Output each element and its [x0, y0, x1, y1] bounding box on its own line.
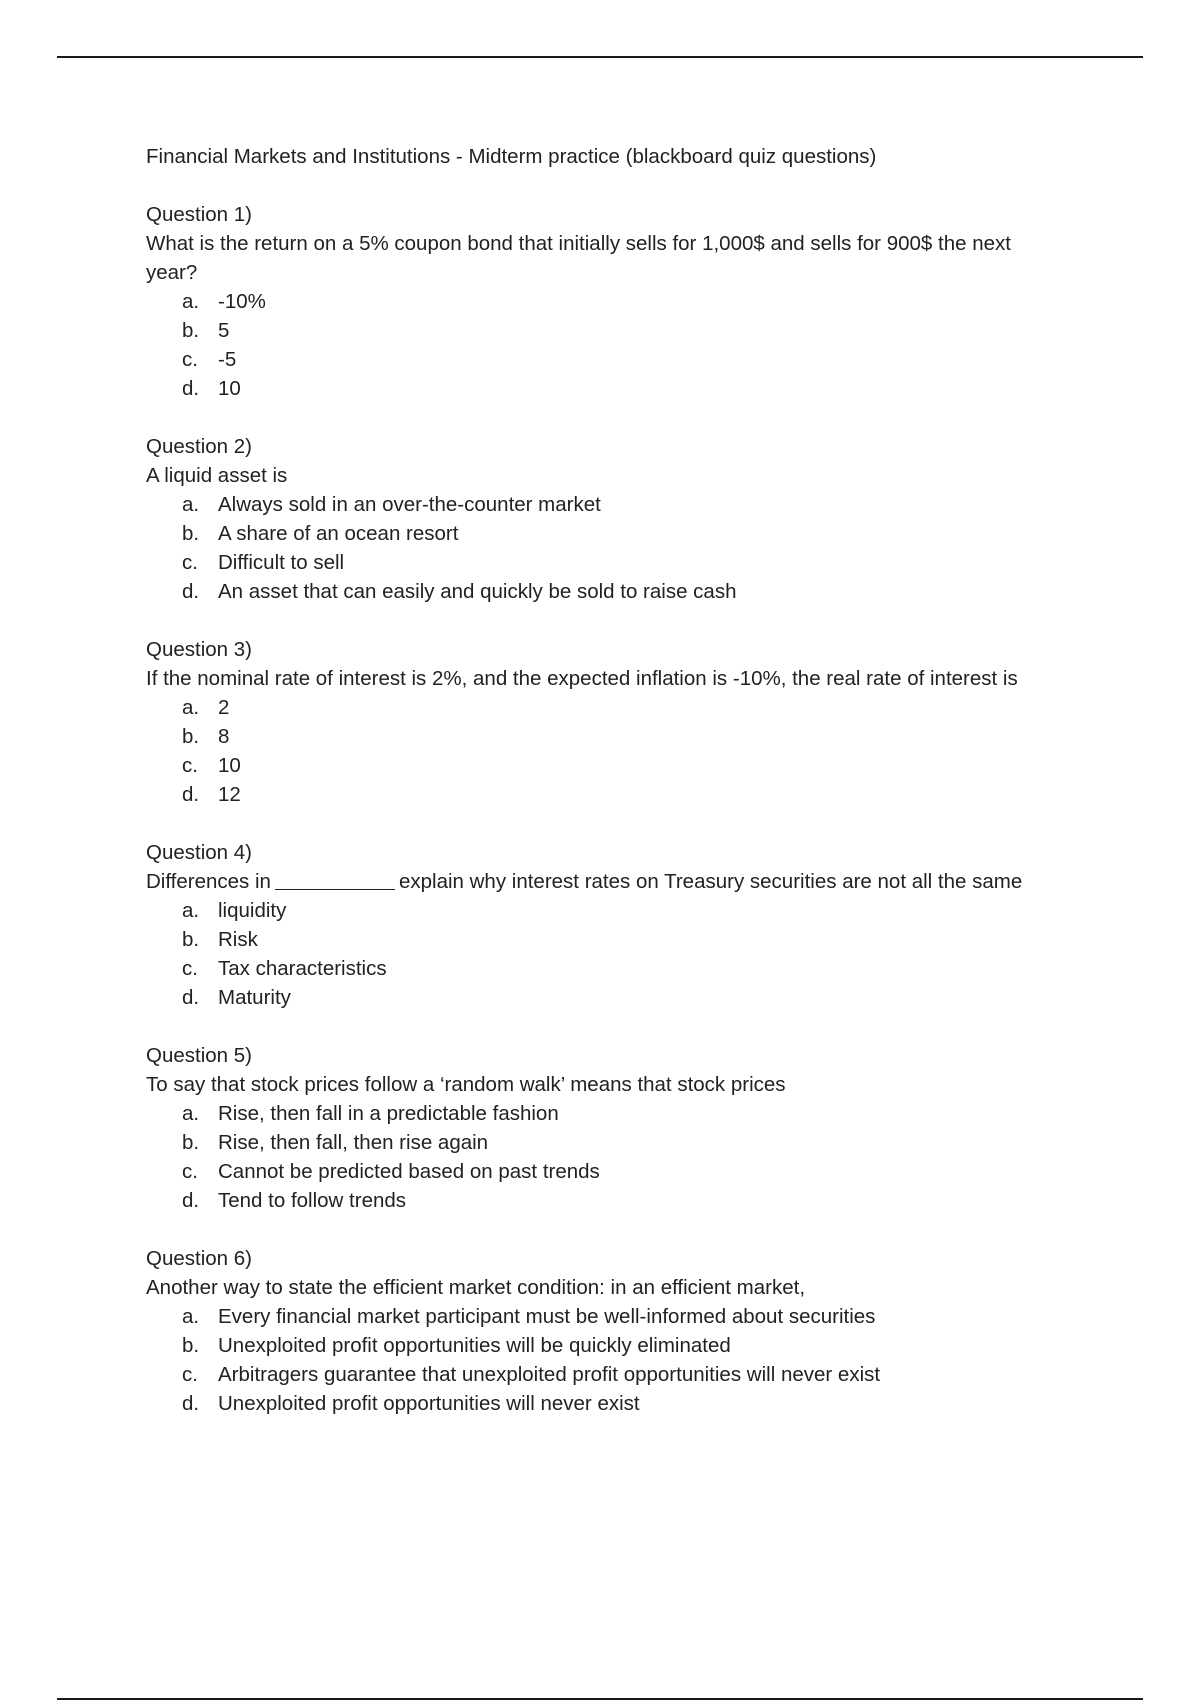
option-c — [182, 345, 1046, 374]
option-text: Risk — [218, 928, 258, 951]
option-text: -10% — [218, 290, 266, 313]
option-a — [182, 1302, 1046, 1331]
question-text: A liquid asset is — [146, 464, 288, 487]
question-4 — [146, 838, 1046, 1012]
options-list — [146, 693, 1046, 809]
question-label: Question 5) — [146, 1044, 252, 1067]
option-c — [182, 954, 1046, 983]
question-label: Question 1) — [146, 203, 252, 226]
question-2 — [146, 432, 1046, 606]
option-letter: b. — [182, 725, 200, 748]
option-b — [182, 316, 1046, 345]
option-text: Maturity — [218, 986, 291, 1009]
options-list — [146, 1302, 1046, 1418]
option-text: 2 — [218, 696, 230, 719]
option-b — [182, 722, 1046, 751]
option-a — [182, 287, 1046, 316]
options-list — [146, 1099, 1046, 1215]
option-letter: c. — [182, 348, 198, 371]
option-b — [182, 1128, 1046, 1157]
option-text: 5 — [218, 319, 230, 342]
option-letter: d. — [182, 377, 200, 400]
question-label: Question 6) — [146, 1247, 252, 1270]
option-c — [182, 1157, 1046, 1186]
option-text: 12 — [218, 783, 241, 806]
option-letter: d. — [182, 1392, 200, 1415]
option-a — [182, 1099, 1046, 1128]
option-text: Rise, then fall in a predictable fashion — [218, 1102, 559, 1125]
option-text: A share of an ocean resort — [218, 522, 459, 545]
question-label: Question 4) — [146, 841, 252, 864]
option-letter: c. — [182, 754, 198, 777]
question-text: What is the return on a 5% coupon bond that initially sells for 1,000$ and sells for 900$ the next year? — [146, 232, 1011, 284]
question-label: Question 3) — [146, 638, 252, 661]
question-text: Another way to state the efficient market condition: in an efficient market, — [146, 1276, 806, 1299]
option-a — [182, 896, 1046, 925]
option-letter: a. — [182, 493, 200, 516]
question-label: Question 2) — [146, 435, 252, 458]
option-text: Tend to follow trends — [218, 1189, 407, 1212]
option-text: liquidity — [218, 899, 287, 922]
option-text: Rise, then fall, then rise again — [218, 1131, 489, 1154]
option-letter: b. — [182, 522, 200, 545]
options-list — [146, 490, 1046, 606]
options-list — [146, 287, 1046, 403]
options-list — [146, 896, 1046, 1012]
option-c — [182, 1360, 1046, 1389]
option-b — [182, 1331, 1046, 1360]
option-letter: a. — [182, 1305, 200, 1328]
question-3 — [146, 635, 1046, 809]
question-6 — [146, 1244, 1046, 1418]
option-d — [182, 983, 1046, 1012]
option-b — [182, 519, 1046, 548]
question-text: If the nominal rate of interest is 2%, and the expected inflation is -10%, the real rate of interest is — [146, 667, 1018, 690]
question-5 — [146, 1041, 1046, 1215]
option-text: 10 — [218, 377, 241, 400]
option-text: 10 — [218, 754, 241, 777]
option-letter: a. — [182, 290, 200, 313]
option-text: -5 — [218, 348, 237, 371]
option-letter: d. — [182, 1189, 200, 1212]
option-text: Always sold in an over-the-counter market — [218, 493, 601, 516]
option-text: Every financial market participant must be well-informed about securities — [218, 1305, 876, 1328]
option-d — [182, 1389, 1046, 1418]
option-text: Unexploited profit opportunities will be quickly eliminated — [218, 1334, 731, 1357]
fill-in-blank — [275, 869, 395, 890]
option-text: Unexploited profit opportunities will never exist — [218, 1392, 640, 1415]
option-letter: c. — [182, 957, 198, 980]
option-letter: b. — [182, 928, 200, 951]
option-letter: c. — [182, 1160, 198, 1183]
option-text: Arbitragers guarantee that unexploited profit opportunities will never exist — [218, 1363, 881, 1386]
option-letter: d. — [182, 986, 200, 1009]
option-letter: b. — [182, 1131, 200, 1154]
option-c — [182, 751, 1046, 780]
option-d — [182, 577, 1046, 606]
option-b — [182, 925, 1046, 954]
option-letter: c. — [182, 551, 198, 574]
option-a — [182, 490, 1046, 519]
option-letter: a. — [182, 1102, 200, 1125]
option-letter: b. — [182, 319, 200, 342]
option-text: An asset that can easily and quickly be sold to raise cash — [218, 580, 737, 603]
option-a — [182, 693, 1046, 722]
question-text — [146, 867, 1046, 896]
question-text-before-blank: Differences in — [146, 870, 271, 893]
option-d — [182, 374, 1046, 403]
option-text: Cannot be predicted based on past trends — [218, 1160, 600, 1183]
option-text: 8 — [218, 725, 230, 748]
option-letter: a. — [182, 696, 200, 719]
document-body — [146, 142, 1046, 1447]
option-d — [182, 780, 1046, 809]
question-text: To say that stock prices follow a ‘random walk’ means that stock prices — [146, 1073, 786, 1096]
question-1 — [146, 200, 1046, 403]
option-text: Tax characteristics — [218, 957, 387, 980]
option-letter: d. — [182, 783, 200, 806]
option-d — [182, 1186, 1046, 1215]
option-letter: a. — [182, 899, 200, 922]
document-title: Financial Markets and Institutions - Midterm practice (blackboard quiz questions) — [146, 145, 877, 168]
option-letter: c. — [182, 1363, 198, 1386]
option-c — [182, 548, 1046, 577]
option-text: Difficult to sell — [218, 551, 345, 574]
option-letter: b. — [182, 1334, 200, 1357]
top-rule — [57, 56, 1143, 58]
question-text-after-blank: explain why interest rates on Treasury securities are not all the same — [398, 870, 1023, 893]
option-letter: d. — [182, 580, 200, 603]
